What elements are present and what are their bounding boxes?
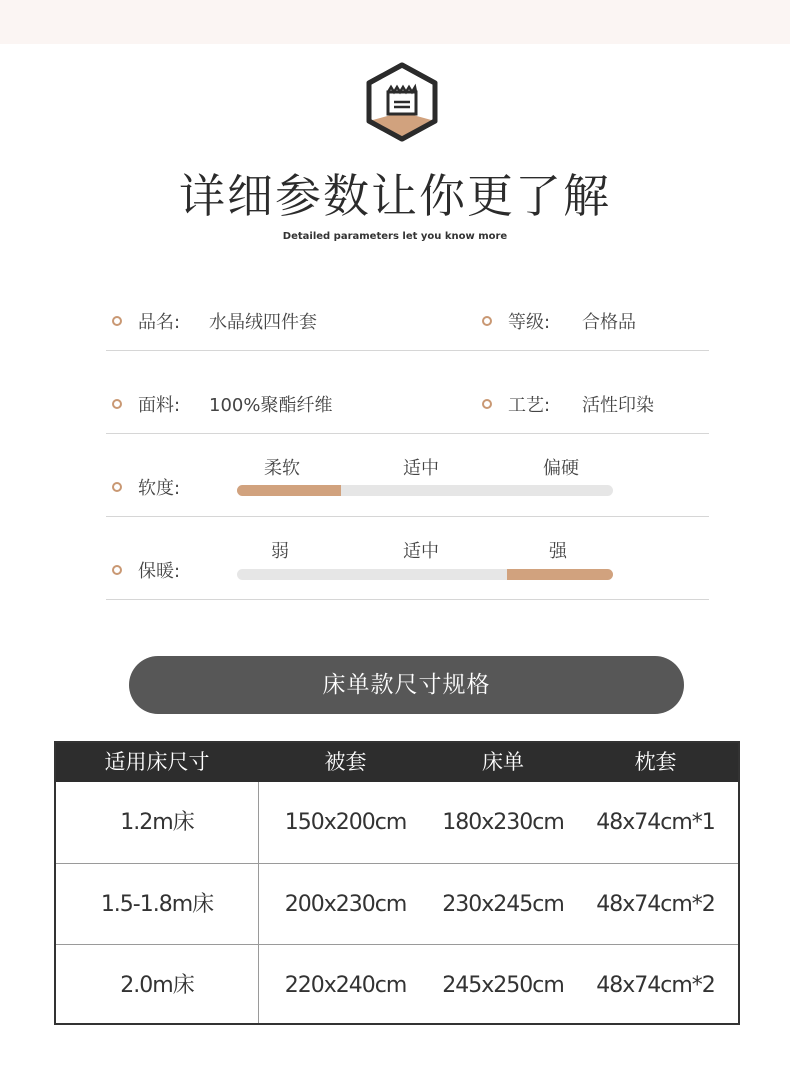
page-subtitle: Detailed parameters let you know more [282,231,508,242]
size-table [54,741,740,1025]
cell-duvet-cover: 200x230cm [284,892,407,917]
name-value: 水晶绒四件套 [209,312,317,333]
cell-duvet-cover: 150x200cm [284,810,407,835]
cell-bed-size: 1.5-1.8m床 [100,892,214,917]
softness-option-soft: 柔软 [264,458,300,479]
warmth-bar [237,569,613,580]
table-header [56,743,738,782]
warmth-bar-fill [507,569,613,580]
craft-label: 工艺: [508,395,551,416]
bullet-icon [482,399,492,409]
bullet-icon [482,316,492,326]
table-divider [258,782,259,1023]
cell-bed-sheet: 245x250cm [442,973,564,998]
house-box-icon [366,62,438,142]
header-duvet-cover: 被套 [324,750,367,774]
softness-label: 软度: [138,478,181,499]
table-row [56,782,738,863]
top-strip [0,0,790,44]
cell-bed-size: 1.2m床 [120,810,194,835]
warmth-option-weak: 弱 [271,541,289,562]
cell-bed-size: 2.0m床 [120,973,194,998]
cell-bed-sheet: 180x230cm [442,810,564,835]
cell-bed-sheet: 230x245cm [442,892,564,917]
name-label: 品名: [138,312,181,333]
bullet-icon [112,399,122,409]
softness-bar-fill [237,485,341,496]
cell-pillowcase: 48x74cm*2 [596,892,715,917]
fabric-value: 100%聚酯纤维 [209,395,333,416]
table-row [56,944,738,1025]
craft-value: 活性印染 [582,395,654,416]
bullet-icon [112,482,122,492]
table-row [56,863,738,944]
spec-row-fabric-craft [106,351,709,434]
cell-pillowcase: 48x74cm*2 [596,973,715,998]
header-bed-size: 适用床尺寸 [104,750,210,774]
bullet-icon [112,316,122,326]
grade-label: 等级: [508,312,551,333]
cell-duvet-cover: 220x240cm [284,973,407,998]
page-title: 详细参数让你更了解 [179,169,611,223]
softness-bar [237,485,613,496]
warmth-option-strong: 强 [549,541,567,562]
header-pillowcase: 枕套 [634,750,677,774]
fabric-label: 面料: [138,395,181,416]
bullet-icon [112,565,122,575]
warmth-label: 保暖: [138,561,181,582]
warmth-option-medium: 适中 [403,541,439,562]
header-bed-sheet: 床单 [482,750,524,774]
cell-pillowcase: 48x74cm*1 [596,810,715,835]
spec-row-name-grade [106,296,709,351]
softness-option-hard: 偏硬 [543,458,579,479]
softness-option-medium: 适中 [403,458,439,479]
grade-value: 合格品 [582,312,636,333]
size-spec-banner: 床单款尺寸规格 [129,656,684,714]
